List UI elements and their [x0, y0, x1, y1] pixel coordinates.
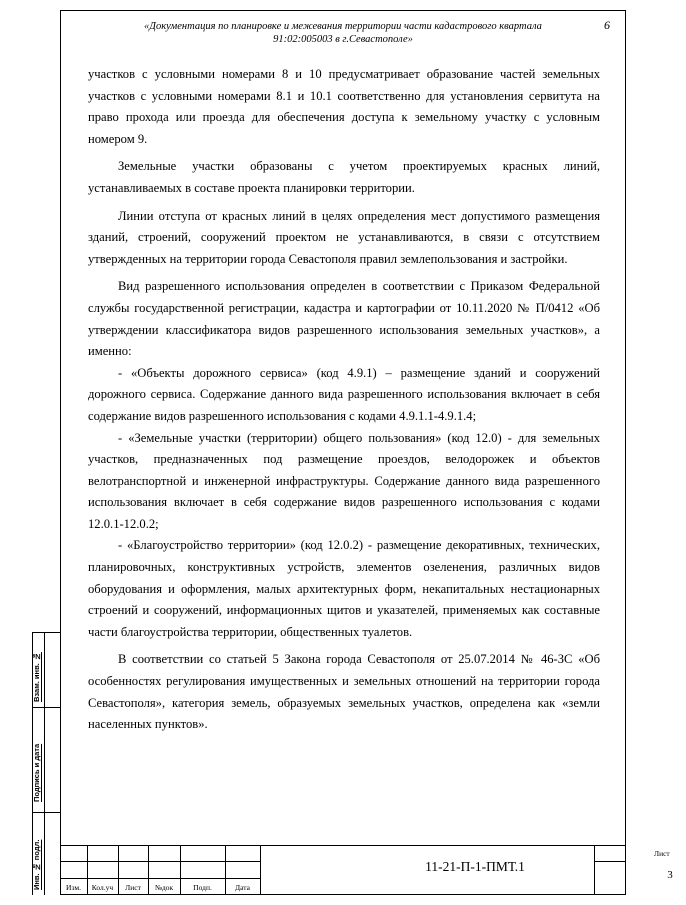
paragraph: - «Объекты дорожного сервиса» (код 4.9.1) – размещение зданий и сооружений дорожного сервиса. Содержание данного вида разрешенного использования включает в себя содержание видов разрешенного использования с кодами 4.9.1.1-4.9.1.4;	[88, 365, 600, 423]
document-body	[88, 64, 600, 736]
paragraph: участков с условными номерами 8 и 10 предусматривает образование частей земельных участков с условными номерами 8.1 и 10.1 соответственно для установления сервитута на право прохода или проезда для обеспечения доступа к земельному участку с условным номером 9.	[88, 67, 600, 146]
paragraph: В соответствии со статьей 5 Закона города Севастополя от 25.07.2014 № 46-ЗС «Об особенностях регулирования имущественных и земельных отношений на территории города Севастополя», категория земель, образуемых земельных участков, определена как «земли населенных пунктов».	[88, 652, 600, 732]
stamp-col-koluch: Кол.уч	[91, 883, 114, 892]
stamp-col-list: Лист	[125, 883, 141, 892]
paragraph: - «Благоустройство территории» (код 12.0.2) - размещение декоративных, технических, планировочных, конструктивных устройств, элементов озеленения, различных видов оборудования и оформления, малых архитектурных форм, некапитальных нестационарных строений и сооружений, информационных щитов и указателей, применяемых как составные части благоустройства территории, общественных туалетов.	[88, 538, 600, 639]
stamp-line	[60, 878, 260, 879]
stamp-col-ndok: №док	[154, 883, 174, 892]
side-line	[44, 632, 45, 895]
paragraph: - «Земельные участки (территории) общего пользования» (код 12.0) - для земельных участков, предназначенных под размещение проездов, велодорожек и объектов велотранспортной и инженерной инфраструктуры. Содержание данного вида разрешенного использования включает в себя содержание видов разрешенного использования с кодами 12.0.1-12.0.2;	[88, 430, 600, 531]
document-code: 11-21-П-1-ПМТ.1	[425, 859, 525, 874]
header-line-1: «Документация по планировке и межевания территории части кадастрового квартала	[144, 21, 542, 32]
sheet-label: Лист	[654, 849, 670, 858]
header-line-2: 91:02:005003 в г.Севастополе»	[273, 34, 413, 45]
side-row-line	[32, 707, 60, 708]
paragraph: Линии отступа от красных линий в целях определения мест допустимого размещения зданий, строений, сооружений проектом не устанавливаются, в связи с отсутствием утвержденных на территории города Севастополя правил землепользования и застройки.	[88, 208, 600, 266]
side-label-podpis: Подпись и дата	[32, 743, 41, 802]
stamp-line	[60, 861, 260, 862]
side-row-line	[32, 812, 60, 813]
side-label-vzam: Взам. инв. №	[32, 652, 41, 702]
sheet-number: 3	[667, 869, 673, 881]
stamp-col-izm: Изм.	[66, 883, 81, 892]
side-stamp	[32, 632, 60, 895]
stamp-line	[260, 845, 261, 895]
side-row-line	[32, 632, 60, 633]
stamp-col-podp: Подп.	[193, 883, 212, 892]
stamp-line	[60, 845, 626, 846]
side-label-inv: Инв. № подл.	[32, 839, 41, 890]
title-block	[60, 845, 673, 895]
paragraph: Вид разрешенного использования определен в соответствии с Приказом Федеральной службы государственной регистрации, кадастра и картографии от 10.11.2020 № П/0412 «Об утверждении классификатора видов разрешенного использования земельных участков», а именно:	[88, 279, 600, 359]
paragraph: Земельные участки образованы с учетом проектируемых красных линий, устанавливаемых в составе проекта планировки территории.	[88, 159, 600, 195]
stamp-col-data: Дата	[235, 883, 250, 892]
page-number: 6	[604, 18, 610, 32]
document-header	[60, 20, 626, 46]
